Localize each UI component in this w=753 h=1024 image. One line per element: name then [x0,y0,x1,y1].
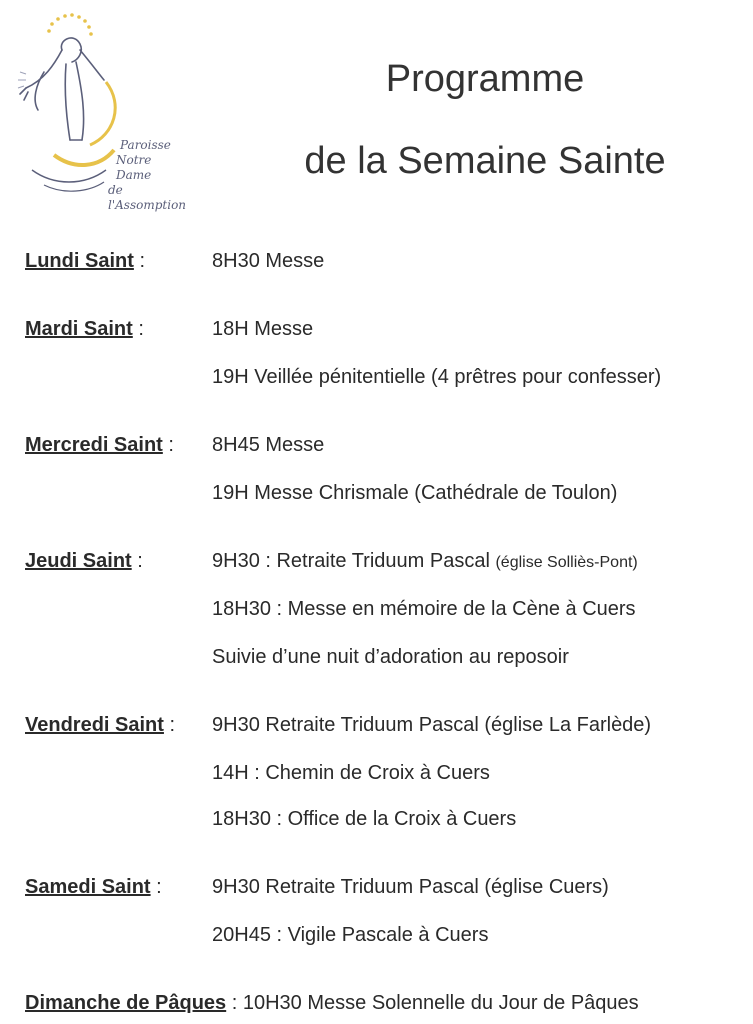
schedule-entry: 19H Messe Chrismale (Cathédrale de Toulon) [212,482,618,504]
day-separator: : [131,550,143,572]
day-name: Lundi Saint [25,250,134,272]
entry-text: 9H30 : Retraite Triduum Pascal [212,550,496,572]
logo-text-line-1: Paroisse [120,138,171,152]
day-name: Vendredi Saint [25,714,164,736]
day-label-vendredi [25,714,175,737]
logo-text-line-2: Notre Dame [116,153,152,182]
day-label-samedi [25,876,162,899]
schedule-entry: 19H Veillée pénitentielle (4 prêtres pour confesser) [212,366,662,388]
schedule-entry: 18H30 : Office de la Croix à Cuers [212,808,517,830]
schedule-entry: 14H : Chemin de Croix à Cuers [212,762,490,784]
entry-note: (église Solliès-Pont) [495,554,638,571]
schedule-entry: 8H45 Messe [212,434,325,456]
logo-text [108,138,189,213]
page-title-line-2: de la Semaine Sainte [304,140,666,182]
day-label-mercredi [25,434,174,457]
parish-logo [14,10,189,212]
day-name: Jeudi Saint [25,550,132,572]
schedule-entry: 20H45 : Vigile Pascale à Cuers [212,924,489,946]
day-label-dimanche [25,992,639,1015]
day-separator: : [162,434,174,456]
day-separator: : [133,250,146,272]
day-label-mardi [25,318,144,341]
day-separator: : [132,318,144,340]
day-name: Dimanche de Pâques [25,992,227,1014]
day-separator: : [163,714,176,736]
schedule-entry: 9H30 Retraite Triduum Pascal (église La Farlède) [212,714,652,736]
schedule-entry: 18H Messe [212,318,314,340]
schedule-entry: Suivie d’une nuit d’adoration au reposoir [212,646,569,668]
schedule-entry: : 10H30 Messe Solennelle du Jour de Pâques [226,992,639,1014]
schedule-entry: 8H30 Messe [212,250,325,272]
page-title-line-1: Programme [385,58,585,100]
day-separator: : [150,876,162,898]
schedule-entry: 9H30 Retraite Triduum Pascal (église Cuers) [212,876,609,898]
logo-text-line-3: de l'Assomption [108,183,187,212]
day-name: Mercredi Saint [25,434,163,456]
halo-icon [47,13,93,36]
day-name: Mardi Saint [25,318,133,340]
day-label-lundi [25,250,145,273]
day-name: Samedi Saint [25,876,151,898]
schedule-entry [212,550,638,573]
day-label-jeudi [25,550,143,573]
schedule-entry: 18H30 : Messe en mémoire de la Cène à Cuers [212,598,636,620]
